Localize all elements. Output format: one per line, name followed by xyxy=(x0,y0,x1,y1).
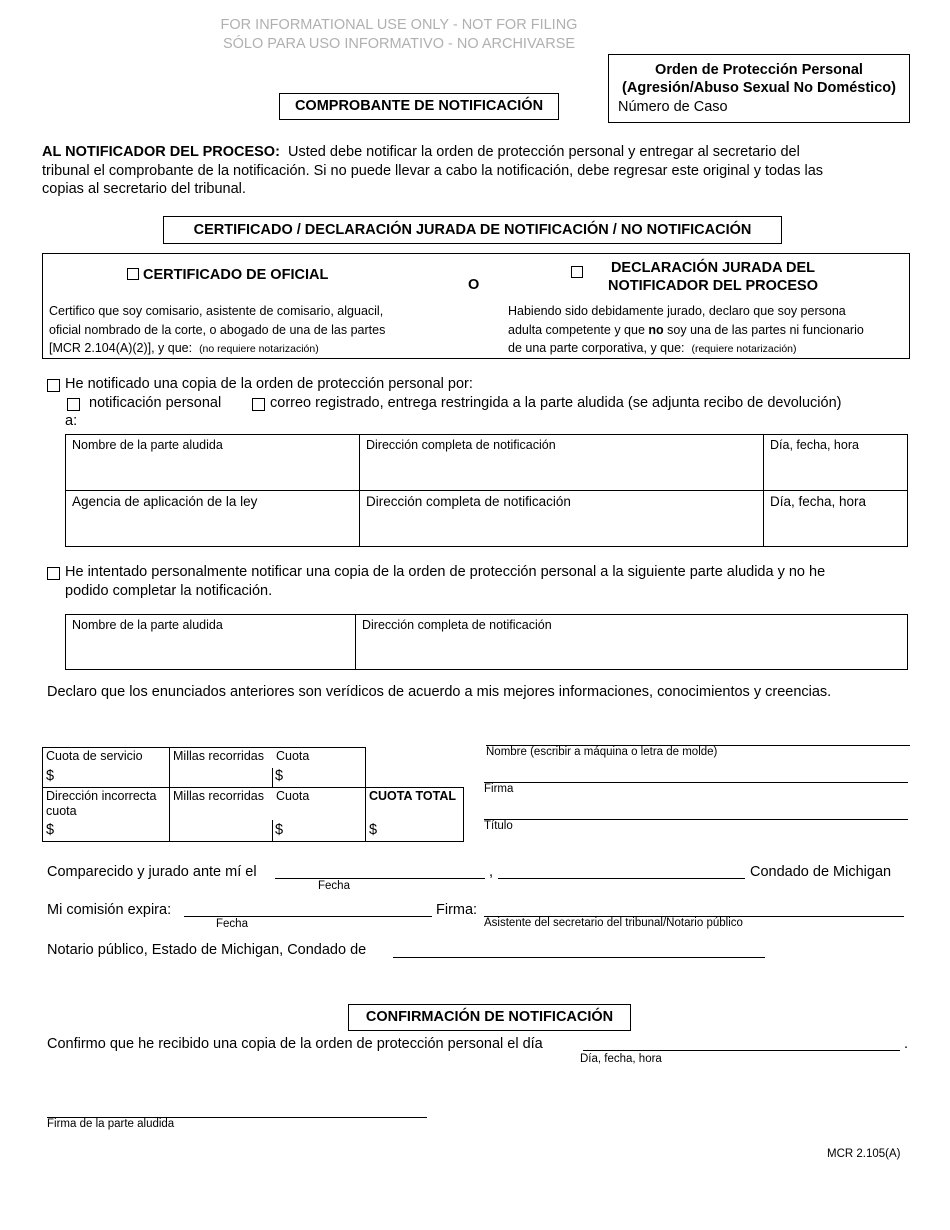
intro-line-1: Usted debe notificar la orden de protección personal y entregar al secretario del xyxy=(287,144,800,160)
affidavit-note: (requiere notarización) xyxy=(691,343,797,355)
fee-label-1: Cuota xyxy=(276,749,310,763)
notary-county-line[interactable] xyxy=(393,957,765,958)
served-statement: He notificado una copia de la orden de protección personal por: xyxy=(65,376,473,392)
affidavit-text-1: Habiendo sido debidamente jurado, declaro que soy persona xyxy=(508,304,846,318)
served-address-cell[interactable]: Dirección completa de notificación xyxy=(366,438,556,452)
intro-line-3: copias al secretario del tribunal. xyxy=(42,181,246,197)
officer-note: (no requiere notarización) xyxy=(199,343,319,355)
appeared-date-label: Fecha xyxy=(318,880,350,892)
form-title-box xyxy=(279,93,559,120)
affidavit-heading xyxy=(583,259,843,295)
intro-lead: AL NOTIFICADOR DEL PROCESO: xyxy=(42,144,280,160)
registered-mail-checkbox[interactable] xyxy=(252,397,265,415)
info-line-english: FOR INFORMATIONAL USE ONLY - NOT FOR FILING xyxy=(220,17,578,33)
served-table-col-divider-2 xyxy=(763,434,764,547)
personal-service-label: notificación personal xyxy=(89,395,222,411)
fee-col-divider-2a xyxy=(272,768,273,788)
service-fee-label: Cuota de servicio xyxy=(46,749,143,763)
fee-col-divider-2b xyxy=(272,820,273,842)
officer-certificate-option[interactable] xyxy=(127,267,328,283)
miles-label-1: Millas recorridas xyxy=(173,749,264,763)
wrong-address-label xyxy=(46,789,156,819)
served-datetime-cell[interactable]: Día, fecha, hora xyxy=(770,438,859,452)
fee-2-dollar[interactable]: $ xyxy=(275,822,284,838)
to-label: a: xyxy=(65,413,78,429)
ack-datetime-label: Día, fecha, hora xyxy=(580,1053,662,1065)
attempted-statement-1: He intentado personalmente notificar una copia de la orden de protección personal a la siguiente parte aludida y no he xyxy=(65,564,826,580)
ack-text: Confirmo que he recibido una copia de la orden de protección personal el día xyxy=(47,1036,543,1052)
title-line[interactable] xyxy=(484,819,908,820)
county-line[interactable] xyxy=(498,878,745,879)
wrong-address-dollar[interactable]: $ xyxy=(46,822,55,838)
signature-line[interactable] xyxy=(484,782,908,783)
declaration-text: Declaro que los enunciados anteriores son verídicos de acuerdo a mis mejores informaciones, conocimientos y creencias. xyxy=(47,684,832,700)
served-checkbox[interactable] xyxy=(47,378,60,396)
ack-datetime-line[interactable] xyxy=(583,1050,900,1051)
served-table-divider xyxy=(65,490,908,491)
agency-address-cell[interactable]: Dirección completa de notificación xyxy=(366,494,571,509)
commission-label: Mi comisión expira: xyxy=(47,902,172,918)
attempted-table-col-divider xyxy=(355,614,356,670)
wrong-address-label-2: cuota xyxy=(46,804,77,818)
wrong-address-label-1: Dirección incorrecta xyxy=(46,789,157,803)
intro-line-2: tribunal el comprobante de la notificación. Si no puede llevar a cabo la notificación, debe regresar este original y todas las xyxy=(42,162,824,179)
or-label: O xyxy=(468,277,480,293)
registered-mail-label: correo registrado, entrega restringida a la parte aludida (se adjunta recibo de devolución) xyxy=(270,395,842,411)
fee-col-divider-3 xyxy=(365,787,366,842)
affidavit-text-2c: soy una de las partes ni funcionario xyxy=(667,322,864,337)
agency-name-cell[interactable]: Agencia de aplicación de la ley xyxy=(72,494,258,509)
officer-text-1: Certifico que soy comisario, asistente de comisario, alguacil, xyxy=(49,304,384,318)
attempted-address-cell[interactable]: Dirección completa de notificación xyxy=(362,618,552,632)
case-box-title-1: Orden de Protección Personal xyxy=(655,62,863,78)
total-fee-label: CUOTA TOTAL xyxy=(369,789,457,803)
officer-text xyxy=(49,302,385,359)
affidavit-text xyxy=(508,302,864,359)
fee-col-divider-1 xyxy=(169,747,170,842)
affidavit-text-2b: no xyxy=(648,322,664,337)
commission-date-label: Fecha xyxy=(216,918,248,930)
fee-label-2: Cuota xyxy=(276,789,310,803)
cert-section-title: CERTIFICADO / DECLARACIÓN JURADA DE NOTIFICACIÓN / NO NOTIFICACIÓN xyxy=(193,222,752,238)
rule-reference: MCR 2.105(A) xyxy=(827,1148,901,1160)
case-info-box xyxy=(608,54,910,123)
ack-title-box xyxy=(348,1004,631,1031)
ack-period: . xyxy=(904,1036,909,1052)
intro-paragraph xyxy=(42,143,912,199)
attempted-name-cell[interactable]: Nombre de la parte aludida xyxy=(72,618,223,632)
cert-section-title-box xyxy=(163,216,782,244)
notary-signature-label: Firma: xyxy=(436,902,478,918)
served-table-col-divider-1 xyxy=(359,434,360,547)
party-signature-label: Firma de la parte aludida xyxy=(47,1118,175,1130)
officer-text-3: [MCR 2.104(A)(2)], y que: xyxy=(49,341,193,355)
commission-date-line[interactable] xyxy=(184,916,432,917)
appeared-label: Comparecido y jurado ante mí el xyxy=(47,864,257,880)
attempted-checkbox[interactable] xyxy=(47,566,60,584)
case-box-title-2: (Agresión/Abuso Sexual No Doméstico) xyxy=(622,80,896,96)
affidavit-text-3: de una parte corporativa, y que: xyxy=(508,341,685,355)
affidavit-checkbox[interactable] xyxy=(571,264,583,282)
attempted-statement-2: podido completar la notificación. xyxy=(65,583,273,599)
appeared-date-line[interactable] xyxy=(275,878,485,879)
info-line-spanish: SÓLO PARA USO INFORMATIVO - NO ARCHIVARSE xyxy=(222,36,576,52)
name-label: Nombre (escribir a máquina o letra de molde) xyxy=(486,746,718,758)
affidavit-text-2a: adulta competente y que xyxy=(508,322,645,337)
served-name-cell[interactable]: Nombre de la parte aludida xyxy=(72,438,223,452)
attempted-statement xyxy=(65,563,825,601)
affidavit-heading-1: DECLARACIÓN JURADA DEL xyxy=(610,260,816,276)
title-label: Título xyxy=(484,820,513,832)
appeared-comma: , xyxy=(489,864,494,880)
agency-datetime-cell[interactable]: Día, fecha, hora xyxy=(770,494,867,509)
fee-1-dollar[interactable]: $ xyxy=(275,768,284,784)
county-label: Condado de Michigan xyxy=(750,864,892,880)
total-fee-dollar[interactable]: $ xyxy=(369,822,378,838)
officer-text-2: oficial nombrado de la corte, o abogado de una de las partes xyxy=(49,322,386,337)
officer-checkbox[interactable] xyxy=(127,268,139,280)
service-fee-dollar[interactable]: $ xyxy=(46,768,55,784)
ack-title: CONFIRMACIÓN DE NOTIFICACIÓN xyxy=(365,1009,614,1025)
affidavit-heading-2: NOTIFICADOR DEL PROCESO xyxy=(608,278,818,294)
officer-heading: CERTIFICADO DE OFICIAL xyxy=(143,267,329,283)
case-number-label: Número de Caso xyxy=(618,99,728,115)
cert-affidavit-box xyxy=(42,253,910,359)
notary-county-label: Notario público, Estado de Michigan, Condado de xyxy=(47,942,367,958)
signature-label: Firma xyxy=(484,783,514,795)
form-title: COMPROBANTE DE NOTIFICACIÓN xyxy=(294,98,544,114)
clerk-label: Asistente del secretario del tribunal/Notario público xyxy=(484,917,743,929)
miles-label-2: Millas recorridas xyxy=(173,789,264,803)
